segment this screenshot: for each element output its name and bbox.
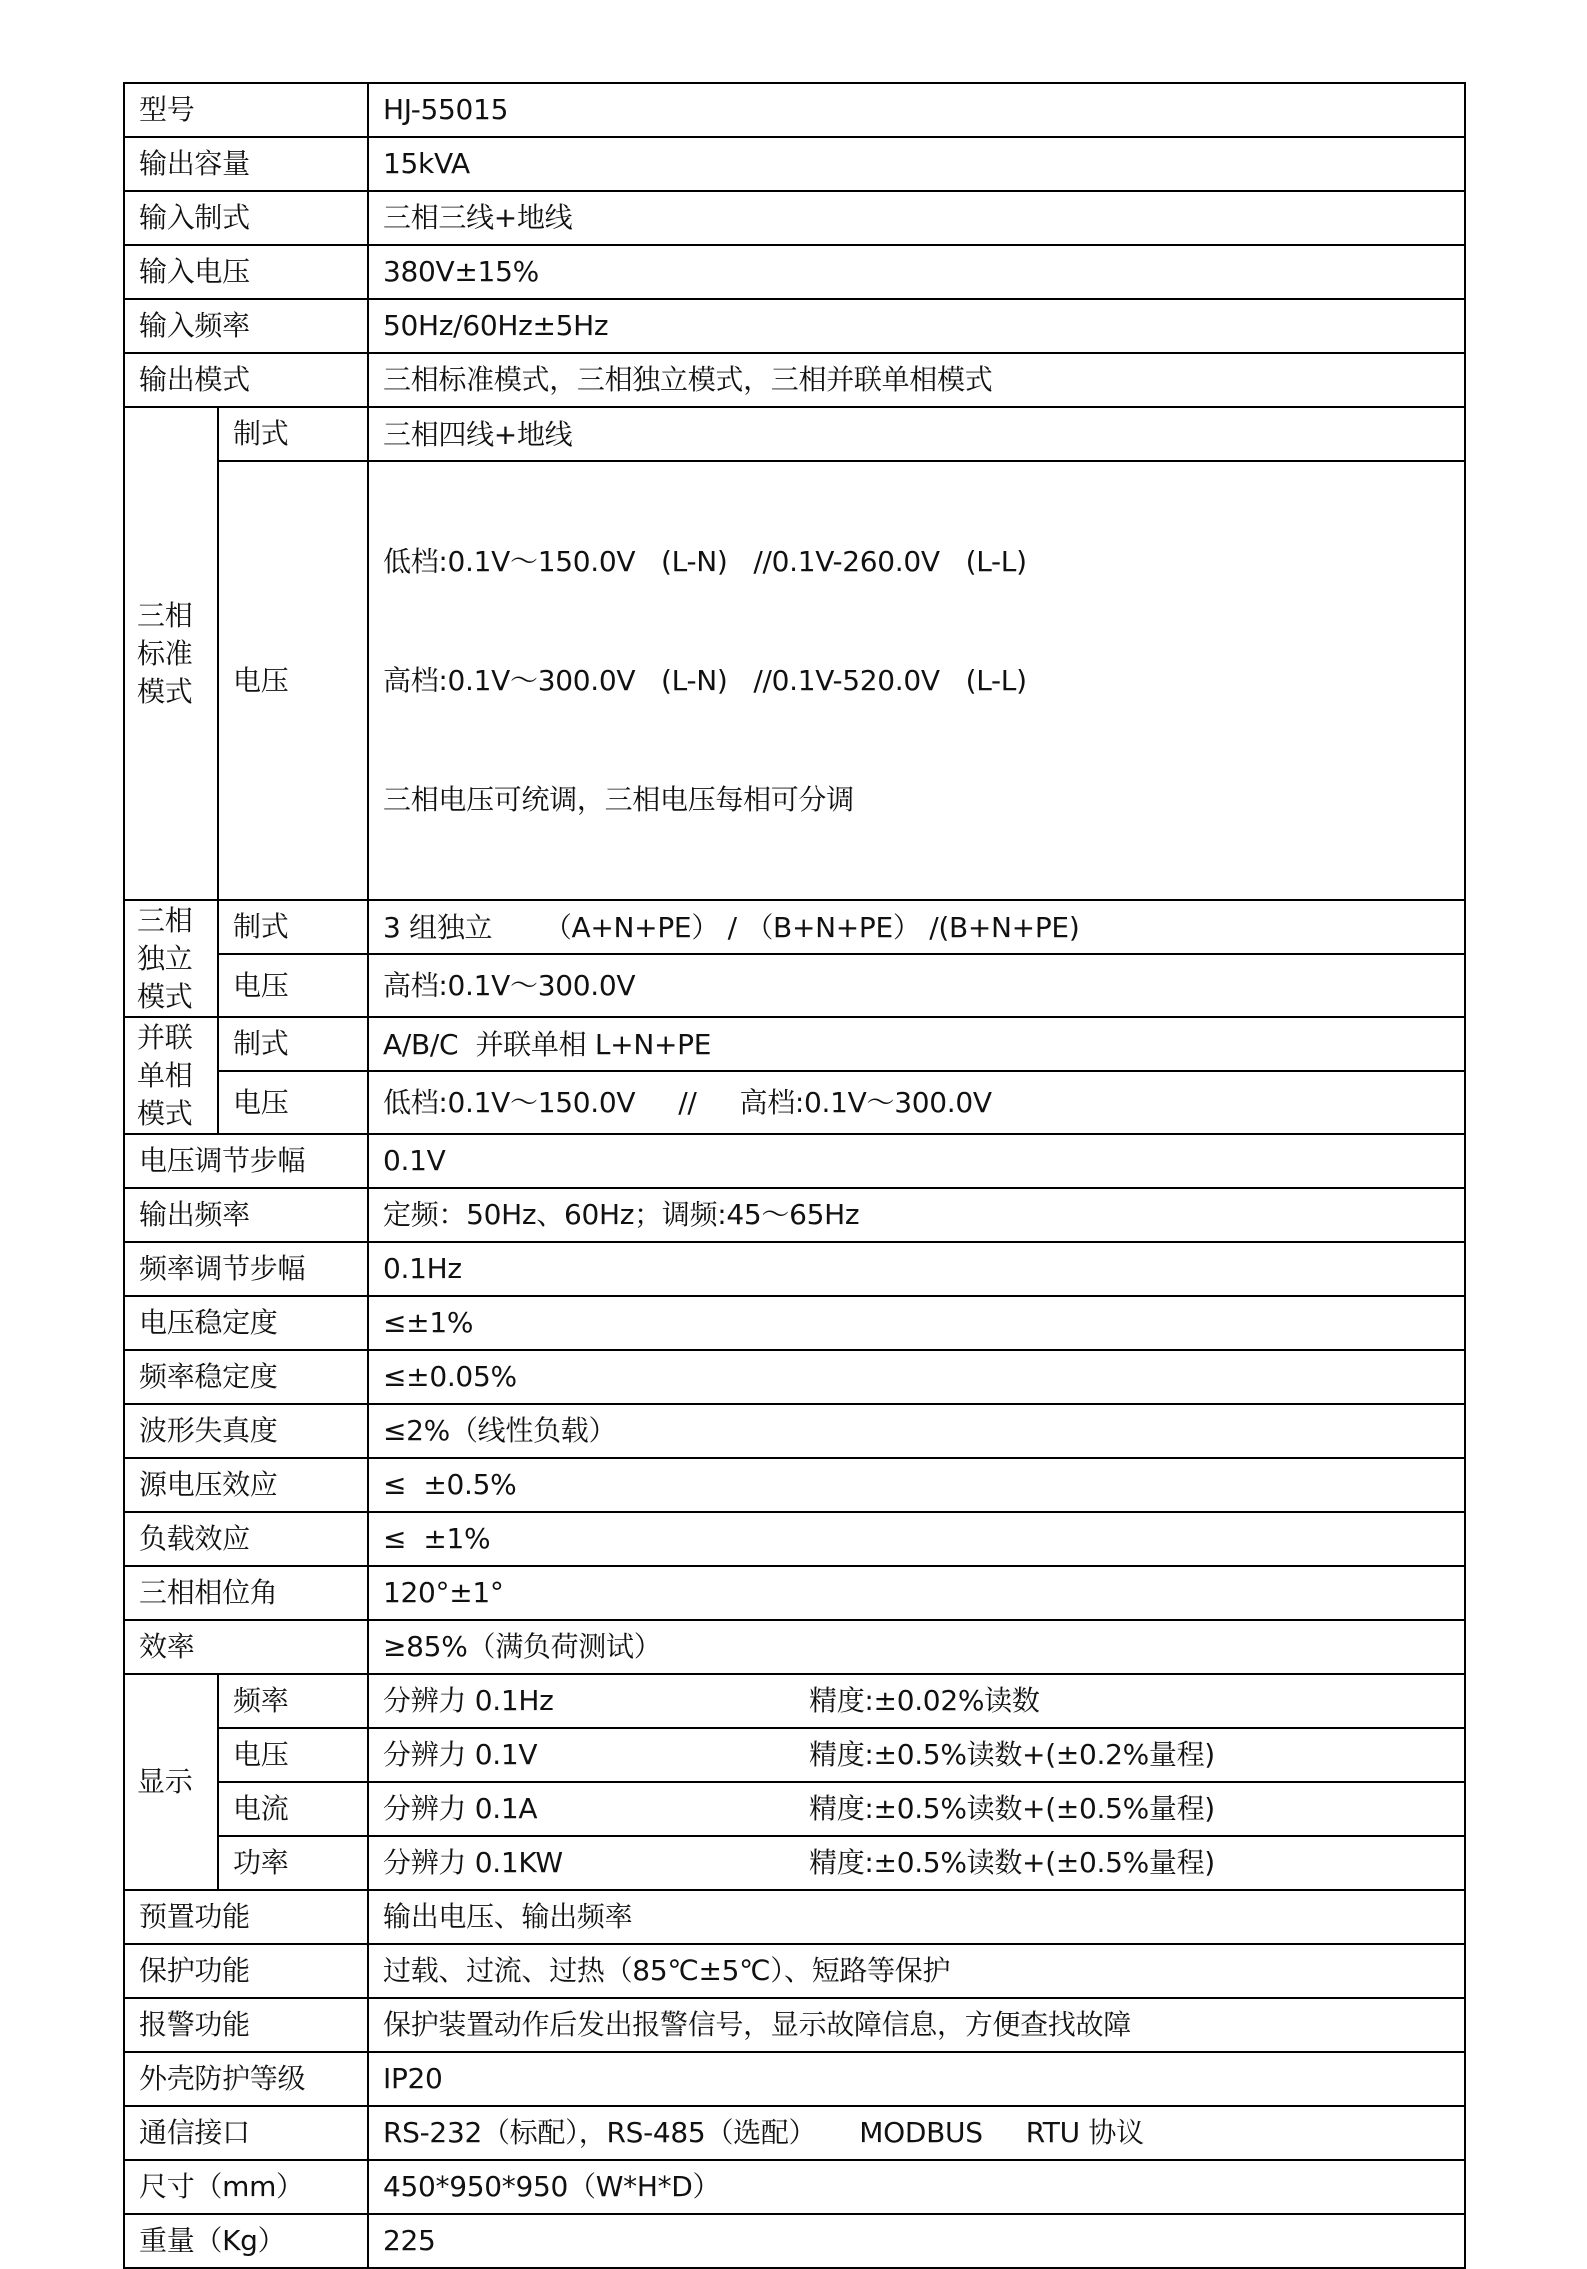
table-row: [124, 137, 1465, 191]
table-row: [124, 2214, 1465, 2268]
sub-label: 制式: [218, 1017, 368, 1071]
table-row: [124, 353, 1465, 407]
sub-label: 电压: [218, 1728, 368, 1782]
row-value: 高档:0.1V～300.0V: [368, 954, 1465, 1017]
row-value: 低档:0.1V～150.0V (L-N) //0.1V-260.0V (L-L) 高档:0.1V～300.0V (L-N) //0.1V-520.0V (L-L) 三相电压可统调，三相电压每相可分调: [368, 461, 1465, 900]
row-value: 0.1V: [368, 1134, 1465, 1188]
row-value: 120°±1°: [368, 1566, 1465, 1620]
row-label: 型号: [124, 83, 368, 137]
row-value: 15kVA: [368, 137, 1465, 191]
accuracy: 精度:±0.02%读数: [809, 1684, 1040, 1717]
sub-label: 制式: [218, 407, 368, 461]
group-label-standard-mode: 三相标准模式: [124, 407, 218, 900]
table-row: [124, 1242, 1465, 1296]
sub-label: 电压: [218, 1071, 368, 1134]
row-label: 输出频率: [124, 1188, 368, 1242]
table-row: [124, 954, 1465, 1017]
sub-label: 功率: [218, 1836, 368, 1890]
resolution: 分辨力 0.1KW: [383, 1846, 563, 1879]
table-row: [124, 1620, 1465, 1674]
row-value: ≥85%（满负荷测试）: [368, 1620, 1465, 1674]
table-row: [124, 1071, 1465, 1134]
table-row: [124, 1674, 1465, 1728]
row-label: 预置功能: [124, 1890, 368, 1944]
row-value: [368, 1782, 1465, 1836]
table-row: [124, 900, 1465, 954]
row-value: 3 组独立 （A+N+PE） / （B+N+PE） /(B+N+PE): [368, 900, 1465, 954]
row-value: 三相三线+地线: [368, 191, 1465, 245]
table-row: [124, 2106, 1465, 2160]
sub-label: 电流: [218, 1782, 368, 1836]
table-row: [124, 461, 1465, 900]
row-value: 0.1Hz: [368, 1242, 1465, 1296]
row-value: 三相四线+地线: [368, 407, 1465, 461]
sub-label: 电压: [218, 954, 368, 1017]
table-row: [124, 1188, 1465, 1242]
row-value: [368, 1728, 1465, 1782]
row-label: 波形失真度: [124, 1404, 368, 1458]
row-label: 重量（Kg）: [124, 2214, 368, 2268]
row-label: 负载效应: [124, 1512, 368, 1566]
row-label: 频率稳定度: [124, 1350, 368, 1404]
row-label: 输入频率: [124, 299, 368, 353]
row-value: 保护装置动作后发出报警信号，显示故障信息，方便查找故障: [368, 1998, 1465, 2052]
table-row: [124, 2160, 1465, 2214]
spec-sheet: [123, 82, 1464, 2269]
table-row: [124, 1890, 1465, 1944]
table-row: [124, 1017, 1465, 1071]
row-value: 450*950*950（W*H*D）: [368, 2160, 1465, 2214]
row-value: 过载、过流、过热（85℃±5℃）、短路等保护: [368, 1944, 1465, 1998]
sub-label: 制式: [218, 900, 368, 954]
table-row: [124, 1404, 1465, 1458]
row-value: A/B/C 并联单相 L+N+PE: [368, 1017, 1465, 1071]
row-label: 报警功能: [124, 1998, 368, 2052]
table-row: [124, 407, 1465, 461]
group-label-parallel-mode: 并联单相模式: [124, 1017, 218, 1134]
row-label: 外壳防护等级: [124, 2052, 368, 2106]
accuracy: 精度:±0.5%读数+(±0.5%量程): [809, 1846, 1215, 1879]
row-value: [368, 1836, 1465, 1890]
resolution: 分辨力 0.1Hz: [383, 1684, 554, 1717]
table-row: [124, 83, 1465, 137]
row-value: 380V±15%: [368, 245, 1465, 299]
resolution: 分辨力 0.1V: [383, 1738, 538, 1771]
row-label: 输入电压: [124, 245, 368, 299]
row-label: 输出容量: [124, 137, 368, 191]
row-value: ≤ ±1%: [368, 1512, 1465, 1566]
row-label: 频率调节步幅: [124, 1242, 368, 1296]
resolution: 分辨力 0.1A: [383, 1792, 538, 1825]
row-label: 源电压效应: [124, 1458, 368, 1512]
row-value: IP20: [368, 2052, 1465, 2106]
row-value: 225: [368, 2214, 1465, 2268]
accuracy: 精度:±0.5%读数+(±0.5%量程): [809, 1792, 1215, 1825]
table-row: [124, 1296, 1465, 1350]
table-row: [124, 1134, 1465, 1188]
table-row: [124, 1512, 1465, 1566]
table-row: [124, 1728, 1465, 1782]
row-label: 电压稳定度: [124, 1296, 368, 1350]
row-label: 电压调节步幅: [124, 1134, 368, 1188]
table-row: [124, 1566, 1465, 1620]
row-value: 三相标准模式，三相独立模式，三相并联单相模式: [368, 353, 1465, 407]
row-value: ≤2%（线性负载）: [368, 1404, 1465, 1458]
group-label-display: 显示: [124, 1674, 218, 1890]
sub-label: 频率: [218, 1674, 368, 1728]
row-value: 输出电压、输出频率: [368, 1890, 1465, 1944]
table-row: [124, 1350, 1465, 1404]
row-value: 50Hz/60Hz±5Hz: [368, 299, 1465, 353]
row-label: 输入制式: [124, 191, 368, 245]
row-value: RS-232（标配），RS-485（选配） MODBUS RTU 协议: [368, 2106, 1465, 2160]
row-value: ≤±1%: [368, 1296, 1465, 1350]
row-label: 保护功能: [124, 1944, 368, 1998]
table-row: [124, 191, 1465, 245]
row-label: 尺寸（mm）: [124, 2160, 368, 2214]
row-value: HJ-55015: [368, 83, 1465, 137]
table-row: [124, 1836, 1465, 1890]
table-row: [124, 299, 1465, 353]
row-label: 通信接口: [124, 2106, 368, 2160]
row-value: ≤±0.05%: [368, 1350, 1465, 1404]
table-row: [124, 1782, 1465, 1836]
spec-table: [123, 82, 1466, 2269]
row-value: 低档:0.1V～150.0V // 高档:0.1V～300.0V: [368, 1071, 1465, 1134]
row-label: 效率: [124, 1620, 368, 1674]
row-value: [368, 1674, 1465, 1728]
row-value: ≤ ±0.5%: [368, 1458, 1465, 1512]
table-row: [124, 1458, 1465, 1512]
accuracy: 精度:±0.5%读数+(±0.2%量程): [809, 1738, 1215, 1771]
row-label: 三相相位角: [124, 1566, 368, 1620]
table-row: [124, 245, 1465, 299]
sub-label: 电压: [218, 461, 368, 900]
group-label-independent-mode: 三相独立模式: [124, 900, 218, 1017]
table-row: [124, 2052, 1465, 2106]
row-label: 输出模式: [124, 353, 368, 407]
row-value: 定频：50Hz、60Hz；调频:45～65Hz: [368, 1188, 1465, 1242]
table-row: [124, 1998, 1465, 2052]
table-row: [124, 1944, 1465, 1998]
